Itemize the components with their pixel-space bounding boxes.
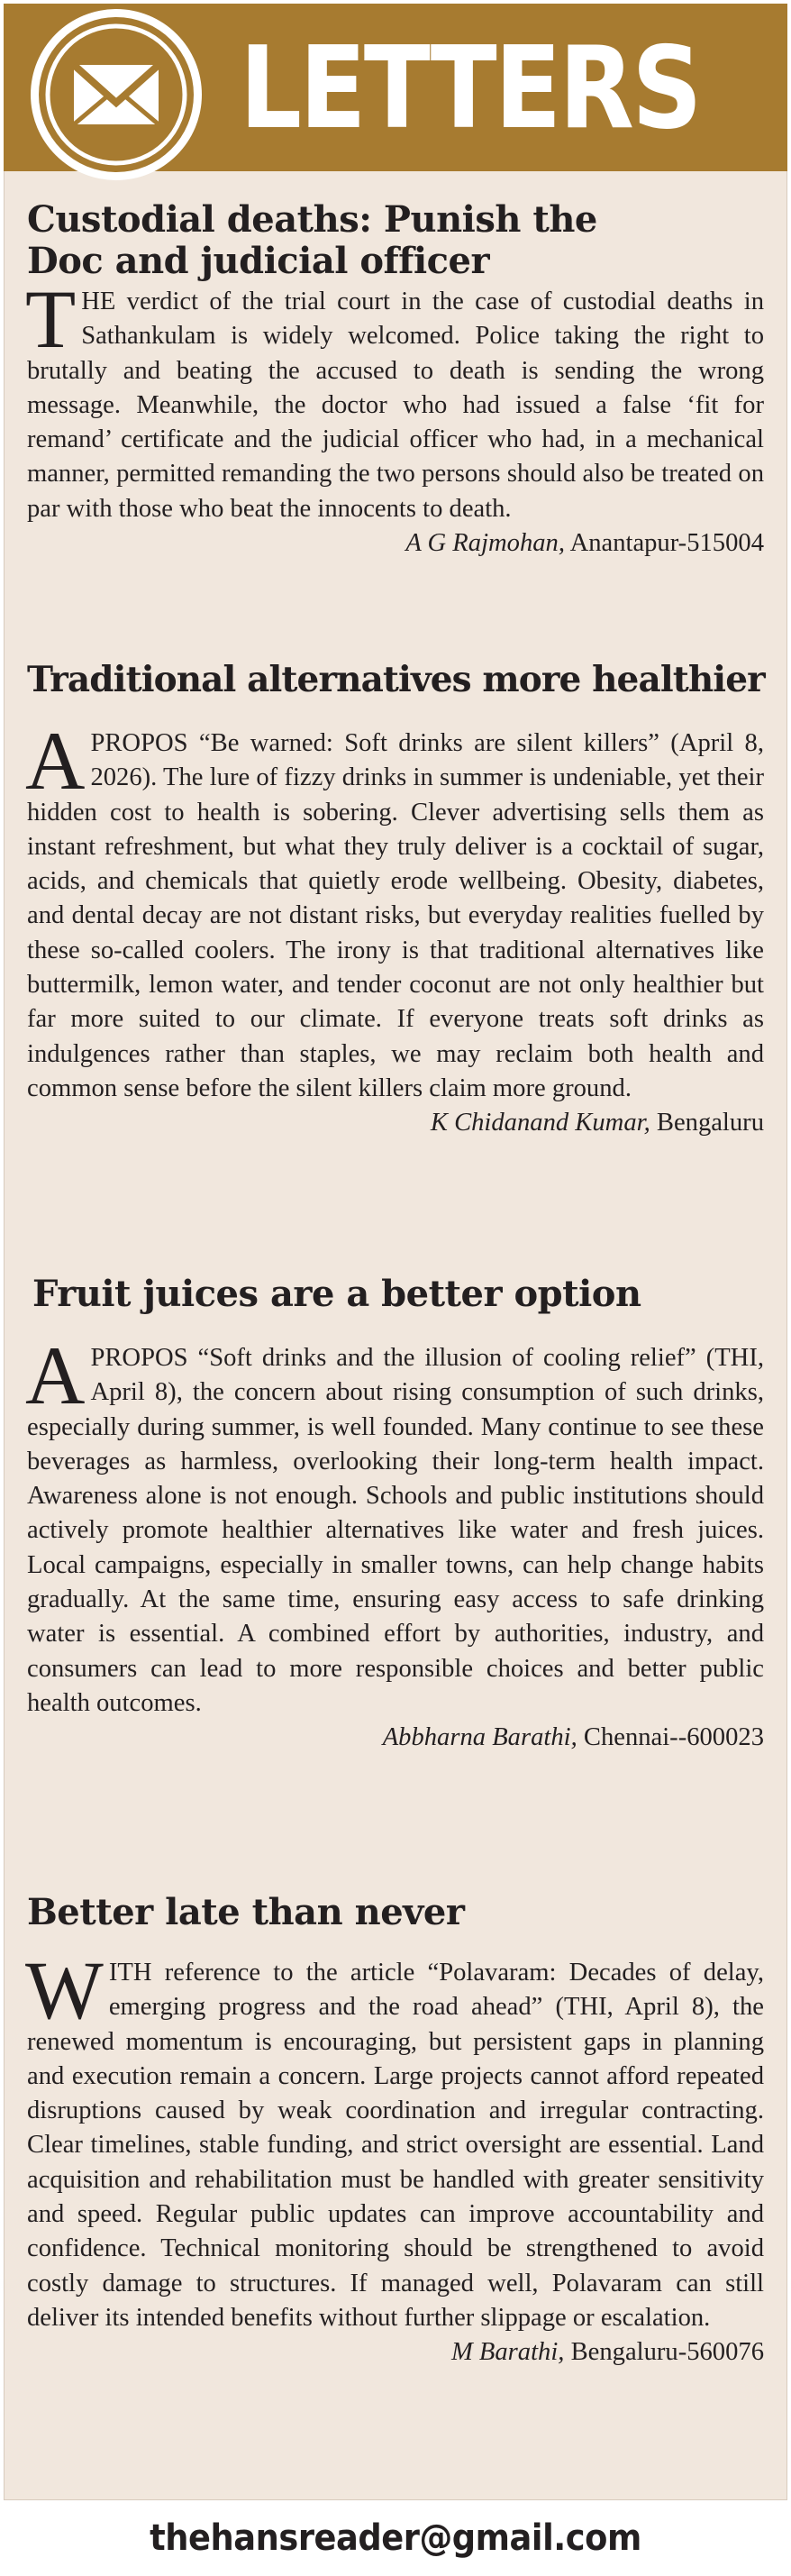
headline: Fruit juices are a better option	[32, 1273, 641, 1315]
headline: Traditional alternatives more healthier	[27, 659, 765, 700]
signature	[27, 1106, 764, 1140]
footer	[4, 2504, 787, 2572]
lead-word: PROPOS	[90, 729, 188, 757]
section-title: LETTERS	[240, 22, 700, 154]
headline: Better late than never	[27, 1891, 465, 1933]
letter-body	[25, 273, 764, 526]
envelope-icon	[31, 9, 202, 180]
letter-body	[25, 1944, 764, 2335]
letter-better-late	[27, 1891, 764, 2370]
letter-fruit-juices	[27, 1273, 764, 1755]
letter-traditional-alternatives	[27, 658, 764, 1140]
author-name: A G Rajmohan,	[405, 529, 565, 558]
contact-email: thehansreader@gmail.com	[150, 2517, 641, 2559]
headline-line-2: Doc and judicial officer	[27, 240, 490, 282]
body-text: verdict of the trial court in the case of custodial deaths in Sathankulam is widely welcomed. Police taking the right to brutally and beating the accused to death is sending the wrong message. Meanwhile, the doctor who had issued a false ‘fit for remand’ certificate and the judicial officer who had, in a mechanical manner, permitted remanding the two persons should also be treated on par with those who beat the innocents to death.	[27, 288, 764, 523]
author-place: Chennai--600023	[577, 1723, 764, 1752]
letter-custodial-deaths	[27, 198, 764, 561]
author-name: K Chidanand Kumar,	[430, 1109, 650, 1137]
author-place: Anantapur-515004	[565, 529, 764, 558]
lead-word: HE	[81, 288, 116, 315]
headline: Custodial deaths: Punish the	[27, 198, 597, 241]
letter-body	[25, 715, 764, 1106]
lead-word: ITH	[108, 1959, 152, 1987]
signature	[27, 2335, 764, 2370]
body-text: “Be warned: Soft drinks are silent killers” (April 8, 2026). The lure of fizzy drinks in summer is undeniable, yet their hidden cost to health is sobering. Clever advertising sells them as instant refreshment, but what they truly deliver is a cocktail of sugar, acids, and chemicals that quietly erode wellbeing. Obesity, diabetes, and dental decay are not distant risks, but everyday realities fuelled by these so-called coolers. The irony is that traditional alternatives like buttermilk, lemon water, and tender coconut are not only healthier but far more suited to our climate. If everyone treats soft drinks as indulgences rather than staples, we may reclaim both health and common sense before the silent killers claim more ground.	[27, 729, 764, 1102]
signature	[27, 526, 764, 561]
letter-body	[25, 1329, 764, 1721]
author-place: Bengaluru-560076	[564, 2338, 764, 2367]
body-text: reference to the article “Polavaram: Decades of delay, emerging progress and the road ahead” (THI, April 8), the renewed momentum is encouraging, but persistent gaps in planning and execution remain a concern. Large projects cannot afford repeated disruptions caused by weak coordination and irregular contracting. Clear timelines, stable funding, and strict oversight are essential. Land acquisition and rehabilitation must be handled with greater sensitivity and speed. Regular public updates can improve accountability and confidence. Technical monitoring should be strengthened to avoid costly damage to structures. If managed well, Polavaram can still deliver its intended benefits without further slippage or escalation.	[27, 1959, 764, 2332]
lead-word: PROPOS	[90, 1344, 188, 1372]
author-name: M Barathi,	[450, 2338, 565, 2367]
body-text: “Soft drinks and the illusion of cooling relief” (THI, April 8), the concern about rising consumption of such drinks, especially during summer, is well founded. Many continue to see these beverages as harmless, overlooking their long-term health impact. Awareness alone is not enough. Schools and public institutions should actively promote healthier alternatives like water and fresh juices. Local campaigns, especially in smaller towns, can help change habits gradually. At the same time, ensuring easy access to safe drinking water is essential. A combined effort by authorities, industry, and consumers can lead to more responsible choices and better public health outcomes.	[27, 1344, 764, 1717]
drop-cap: T	[25, 273, 77, 365]
drop-cap: A	[25, 715, 86, 807]
drop-cap: W	[25, 1944, 104, 2036]
drop-cap: A	[25, 1329, 86, 1421]
author-name: Abbharna Barathi,	[382, 1723, 577, 1752]
author-place: Bengaluru	[650, 1109, 764, 1137]
signature	[27, 1721, 764, 1755]
